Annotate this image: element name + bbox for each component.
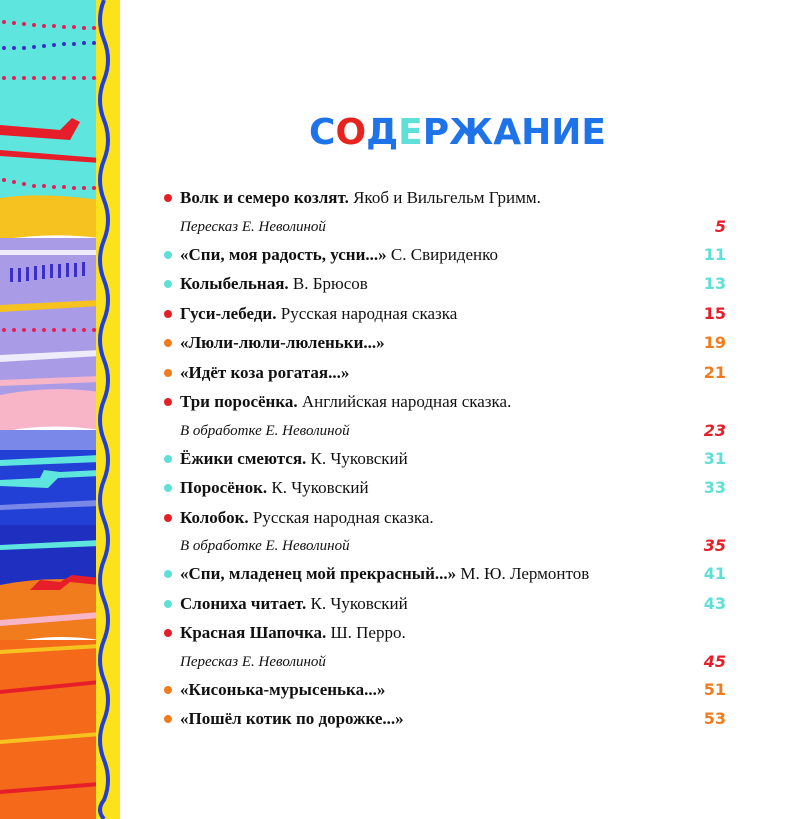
toc-entry-page-number: 33 — [703, 478, 726, 497]
toc-entry-line — [164, 447, 726, 477]
toc-entry-page-number: 35 — [703, 536, 726, 555]
bullet-dot-icon — [164, 570, 172, 578]
toc-entry-title: Колыбельная. — [180, 274, 289, 293]
toc-entry[interactable] — [164, 621, 726, 678]
toc-entry-text — [164, 392, 511, 411]
toc-entry-author: В. Брюсов — [288, 274, 368, 293]
toc-entry-title: «Кисонька-мурысенька...» — [180, 679, 386, 699]
toc-entry-title: Красная Шапочка. — [180, 623, 327, 642]
toc-entry-title: Поросёнок. — [180, 478, 268, 497]
toc-entry[interactable] — [164, 331, 726, 361]
toc-entry-text — [164, 680, 385, 699]
toc-entry-author: К. Чуковский — [306, 593, 408, 613]
toc-entry-author: С. Свириденко — [386, 244, 498, 264]
toc-entry-title: Колобок. — [180, 507, 249, 527]
toc-entry-line — [164, 390, 726, 420]
toc-entry-line — [164, 361, 726, 391]
toc-entry-page-number: 19 — [703, 333, 726, 352]
toc-entry-page-number: 43 — [703, 593, 726, 613]
toc-entry-author: К. Чуковский — [267, 478, 369, 497]
toc-entry-title: «Люли-люли-люленьки...» — [180, 333, 385, 352]
toc-entry-author: К. Чуковский — [306, 448, 408, 468]
toc-entry-subtitle — [164, 651, 726, 678]
toc-entry-author: Ш. Перро. — [326, 623, 406, 642]
bullet-dot-icon — [164, 398, 172, 406]
toc-entry-page-number: 53 — [703, 709, 726, 728]
toc-entry-subtitle — [164, 420, 726, 447]
toc-entry[interactable] — [164, 302, 726, 332]
bullet-dot-icon — [164, 629, 172, 637]
bullet-dot-icon — [164, 484, 172, 492]
toc-entry-page-number: 23 — [703, 420, 726, 440]
toc-entry[interactable] — [164, 506, 726, 563]
bullet-dot-icon — [164, 251, 172, 259]
title-letter: О — [335, 112, 367, 153]
toc-entry-line — [164, 506, 726, 536]
toc-entry-text — [164, 363, 349, 382]
toc-entry-line — [164, 678, 726, 708]
toc-entry-page-number: 11 — [703, 244, 726, 264]
bullet-dot-icon — [164, 686, 172, 694]
title-letter: Е — [398, 112, 423, 153]
toc-entry[interactable] — [164, 390, 726, 447]
toc-entry-text — [164, 245, 498, 264]
toc-entry-line — [164, 186, 726, 216]
toc-entry-line — [164, 302, 726, 332]
toc-entry-title: Слониха читает. — [180, 593, 307, 613]
toc-entry-text — [164, 333, 385, 352]
title-letter: Р — [422, 112, 450, 153]
toc-entry-subtitle-text: В обработке Е. Неволиной — [180, 422, 350, 439]
toc-entry-page-number: 41 — [703, 564, 726, 583]
bullet-dot-icon — [164, 455, 172, 463]
toc-entry-title: «Спи, моя радость, усни...» — [180, 244, 387, 264]
toc-entry-page-number: 15 — [703, 303, 726, 323]
toc-entry-line — [164, 331, 726, 361]
bullet-dot-icon — [164, 600, 172, 608]
bullet-dot-icon — [164, 369, 172, 377]
bullet-dot-icon — [164, 715, 172, 723]
toc-entry-author: М. Ю. Лермонтов — [456, 564, 590, 583]
toc-entry-author: Якоб и Вильгельм Гримм. — [348, 188, 541, 207]
toc-entry-text — [164, 274, 368, 293]
toc-entry-subtitle-text: В обработке Е. Неволиной — [180, 538, 350, 554]
toc-entry-text — [164, 304, 457, 323]
toc-entry[interactable] — [164, 447, 726, 477]
bullet-dot-icon — [164, 514, 172, 522]
toc-entry-text — [164, 508, 434, 527]
toc-entry-text — [164, 478, 369, 497]
toc-entry-text — [164, 623, 406, 642]
toc-entry[interactable] — [164, 361, 726, 391]
toc-entry-line — [164, 562, 726, 592]
title-letter: Н — [521, 112, 552, 153]
toc-entry-line — [164, 707, 726, 737]
title-letter: С — [309, 112, 336, 153]
table-of-contents — [164, 186, 726, 737]
toc-entry[interactable] — [164, 476, 726, 506]
toc-entry-text — [164, 449, 408, 468]
page-title — [0, 112, 800, 153]
toc-entry-page-number: 21 — [703, 362, 726, 382]
toc-entry-page-number: 13 — [703, 274, 726, 293]
toc-entry-page-number: 31 — [703, 448, 726, 468]
toc-entry-subtitle — [164, 535, 726, 562]
toc-entry-line — [164, 621, 726, 651]
bullet-dot-icon — [164, 280, 172, 288]
title-letter: Д — [366, 112, 399, 153]
toc-entry-title: Волк и семеро козлят. — [180, 188, 349, 207]
toc-entry-title: Три поросёнка. — [180, 392, 298, 411]
bullet-dot-icon — [164, 310, 172, 318]
toc-entry[interactable] — [164, 272, 726, 302]
toc-entry-subtitle-text: Пересказ Е. Неволиной — [180, 653, 326, 670]
toc-entry-author: Русская народная сказка. — [248, 507, 434, 527]
toc-entry-page-number: 51 — [703, 679, 726, 699]
title-letter: А — [493, 112, 522, 153]
toc-entry[interactable] — [164, 707, 726, 737]
toc-entry-text — [164, 188, 541, 207]
toc-entry-line — [164, 272, 726, 302]
toc-entry-text — [164, 564, 589, 583]
toc-entry-page-number: 5 — [714, 216, 726, 236]
toc-entry[interactable] — [164, 186, 726, 243]
toc-entry-title: «Идёт коза рогатая...» — [180, 362, 350, 382]
toc-entry-line — [164, 592, 726, 622]
toc-entry-page-number: 45 — [703, 651, 726, 671]
title-letter: И — [551, 112, 582, 153]
toc-entry[interactable] — [164, 678, 726, 708]
toc-entry-title: «Спи, младенец мой прекрасный...» — [180, 564, 457, 583]
toc-entry-title: «Пошёл котик по дорожке...» — [180, 709, 404, 728]
toc-entry-title: Гуси-лебеди. — [180, 303, 277, 323]
toc-entry[interactable] — [164, 243, 726, 273]
toc-entry-author: Английская народная сказка. — [297, 392, 512, 411]
toc-entry[interactable] — [164, 592, 726, 622]
title-letter: Ж — [449, 112, 494, 153]
toc-entry-line — [164, 476, 726, 506]
toc-entry-text — [164, 709, 404, 728]
bullet-dot-icon — [164, 194, 172, 202]
toc-entry-title: Ёжики смеются. — [180, 448, 307, 468]
toc-entry[interactable] — [164, 562, 726, 592]
toc-entry-subtitle-text: Пересказ Е. Неволиной — [180, 218, 326, 235]
title-letter: Е — [581, 112, 606, 153]
toc-entry-text — [164, 594, 408, 613]
toc-entry-line — [164, 243, 726, 273]
toc-entry-author: Русская народная сказка — [276, 303, 458, 323]
toc-entry-subtitle — [164, 216, 726, 243]
bullet-dot-icon — [164, 339, 172, 347]
